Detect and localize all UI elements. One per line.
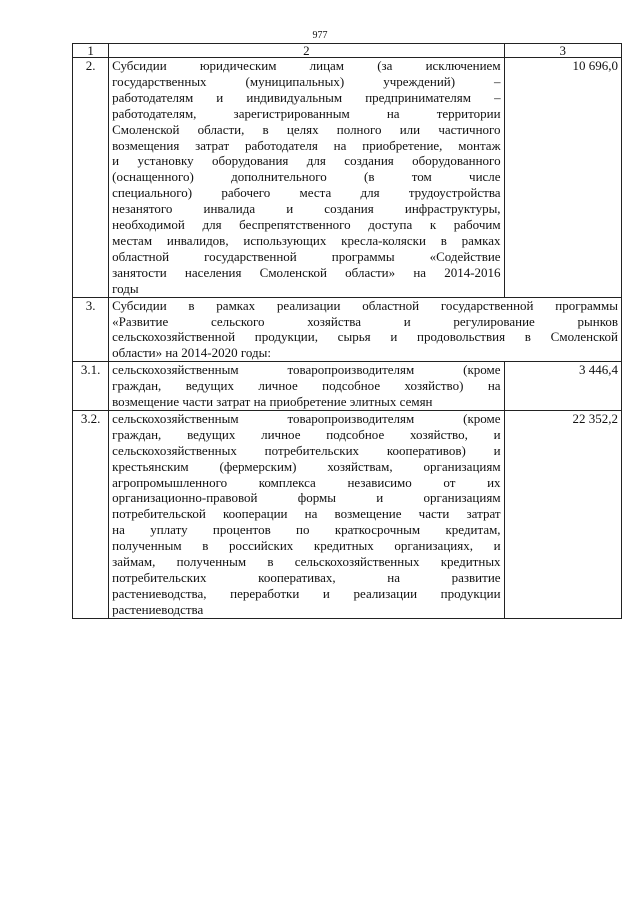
row-description [109, 362, 504, 411]
text-line: растениеводства, переработки и реализации продукции [112, 585, 501, 601]
table-header-row [73, 44, 622, 58]
table-row [73, 362, 622, 411]
text-line: сельскохозяйственным товаропроизводителям (кроме [112, 410, 501, 426]
text-line: необходимой для беспрепятственного доступа к рабочим [112, 217, 501, 233]
text-line: возмещения затрат работодателя на приобретение, монтаж [112, 137, 501, 153]
text-line: занятости населения Смоленской области» на 2014-2016 [112, 264, 501, 280]
text-line: работодателям, зарегистрированным на территории [112, 105, 501, 121]
text-line: «Развитие сельского хозяйства и регулирование рынков [112, 313, 618, 329]
text-line: крестьянским (фермерским) хозяйствам, организациям [112, 458, 501, 474]
text-line: Субсидии юридическим лицам (за исключением [112, 58, 501, 73]
text-line: растениеводства [112, 601, 204, 617]
text-line: государственных (муниципальных) учреждений) – [112, 73, 501, 89]
row-description [109, 297, 622, 362]
text-line: Смоленской области, в целях полного или частичного [112, 121, 501, 137]
table-row [73, 297, 622, 362]
text-line: Субсидии в рамках реализации областной государственной программы [112, 297, 618, 313]
text-line: сельскохозяйственных потребительских кооперативов) и [112, 442, 501, 458]
text-line: займам, полученным в сельскохозяйственных кредитных [112, 554, 501, 570]
page-number: 977 [312, 30, 328, 41]
row-amount: 22 352,2 [504, 410, 621, 618]
row-number: 3.1. [73, 362, 109, 411]
row-amount: 3 446,4 [504, 362, 621, 411]
text-line: граждан, ведущих личное подсобное хозяйство, и [112, 426, 501, 442]
text-line: и установку оборудования для создания оборудованного [112, 153, 501, 169]
row-number: 3. [73, 297, 109, 362]
row-amount: 10 696,0 [504, 58, 621, 298]
text-line: годы [112, 280, 139, 296]
text-line: граждан, ведущих личное подсобное хозяйство) на [112, 378, 501, 394]
row-number: 2. [73, 58, 109, 298]
text-line: потребительской кооперации на возмещение части затрат [112, 506, 501, 522]
table-row [73, 410, 622, 618]
text-line: сельскохозяйственным товаропроизводителям (кроме [112, 362, 501, 378]
budget-table [72, 43, 622, 619]
text-line: специального) рабочего места для трудоустройства [112, 185, 501, 201]
table-row [73, 58, 622, 298]
text-line: потребительских кооперативах, на развитие [112, 570, 501, 585]
text-line: организационно-правовой формы и организациям [112, 490, 501, 506]
row-description [109, 410, 504, 618]
header-col-3: 3 [504, 44, 621, 58]
text-line: работодателям и индивидуальным предпринимателям – [112, 89, 501, 105]
header-col-2: 2 [109, 44, 504, 58]
text-line: незанятого инвалида и создания инфраструктуры, [112, 201, 501, 217]
text-line: местам инвалидов, использующих кресла-коляски в рамках [112, 232, 501, 248]
text-line: полученным в российских кредитных организациях, и [112, 538, 501, 554]
text-line: на уплату процентов по краткосрочным кредитам, [112, 522, 501, 538]
text-line: областной государственной программы «Содействие [112, 248, 501, 264]
row-number: 3.2. [73, 410, 109, 618]
text-line: (оснащенного) дополнительного (в том числе [112, 169, 501, 185]
text-line: области» на 2014-2020 годы: [112, 345, 271, 361]
text-line: возмещение части затрат на приобретение элитных семян [112, 394, 433, 410]
header-col-1: 1 [73, 44, 109, 58]
text-line: сельскохозяйственной продукции, сырья и продовольствия в Смоленской [112, 329, 618, 345]
text-line: агропромышленного комплекса независимо от их [112, 474, 501, 490]
row-description [109, 58, 504, 298]
